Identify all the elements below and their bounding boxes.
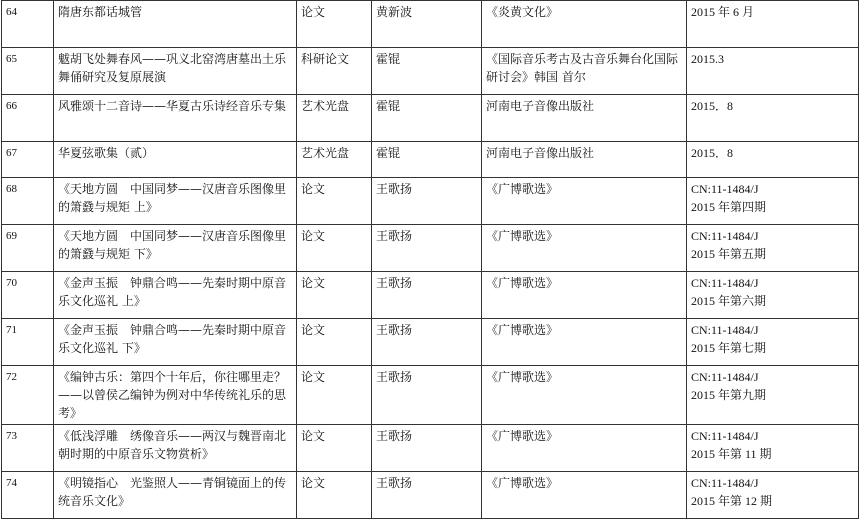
table-row <box>2 225 859 272</box>
table-row <box>2 95 859 142</box>
row-type: 论文 <box>297 319 372 366</box>
date-line: 2015 年第九期 <box>691 388 767 402</box>
row-number: 71 <box>2 319 54 366</box>
row-author: 王歌扬 <box>372 425 482 472</box>
row-date <box>687 425 859 472</box>
row-date <box>687 95 859 142</box>
row-author: 王歌扬 <box>372 225 482 272</box>
row-publication: 《广博歌选》 <box>482 319 687 366</box>
row-author: 黄新波 <box>372 1 482 48</box>
table-row <box>2 425 859 472</box>
date-line: CN:11-1484/J <box>691 323 759 337</box>
row-number: 64 <box>2 1 54 48</box>
row-type: 论文 <box>297 178 372 225</box>
row-publication: 《广博歌选》 <box>482 425 687 472</box>
row-publication: 《广博歌选》 <box>482 225 687 272</box>
row-author: 王歌扬 <box>372 472 482 519</box>
row-title: 《金声玉振 钟鼎合鸣——先秦时期中原音乐文化巡礼 下》 <box>54 319 297 366</box>
date-line: 2015 年第 11 期 <box>691 447 772 461</box>
table-row <box>2 366 859 425</box>
date-line: 2015 年第 12 期 <box>691 494 773 508</box>
row-title: 魃胡飞处舞春风——巩义北窑湾唐墓出土乐舞俑研究及复原展演 <box>54 48 297 95</box>
row-publication: 《国际音乐考古及古音乐舞台化国际研讨会》韩国 首尔 <box>482 48 687 95</box>
row-publication: 《炎黄文化》 <box>482 1 687 48</box>
row-title: 隋唐东都话城管 <box>54 1 297 48</box>
row-title: 《天地方圆 中国同梦——汉唐音乐图像里的箫鼗与规矩 上》 <box>54 178 297 225</box>
date-line: CN:11-1484/J <box>691 276 759 290</box>
row-number: 66 <box>2 95 54 142</box>
row-title: 《编钟古乐：第四个十年后，你往哪里走？——以曾侯乙编钟为例对中华传统礼乐的思考》 <box>54 366 297 425</box>
table-body <box>2 1 859 519</box>
row-publication: 《广博歌选》 <box>482 272 687 319</box>
row-author: 王歌扬 <box>372 319 482 366</box>
row-author: 王歌扬 <box>372 272 482 319</box>
row-date <box>687 1 859 48</box>
table-row <box>2 48 859 95</box>
date-line: 2015 年第七期 <box>691 341 767 355</box>
row-title: 风雅颂十二音诗——华夏古乐诗经音乐专集 <box>54 95 297 142</box>
row-publication: 河南电子音像出版社 <box>482 142 687 178</box>
date-line: 2015 年第四期 <box>691 200 767 214</box>
row-title: 《天地方圆 中国同梦——汉唐音乐图像里的箫鼗与规矩 下》 <box>54 225 297 272</box>
row-number: 73 <box>2 425 54 472</box>
row-date <box>687 319 859 366</box>
date-line: 2015．8 <box>691 146 734 160</box>
row-number: 74 <box>2 472 54 519</box>
table-row <box>2 178 859 225</box>
row-type: 艺术光盘 <box>297 142 372 178</box>
row-number: 67 <box>2 142 54 178</box>
row-title: 华夏弦歌集（贰） <box>54 142 297 178</box>
table-row <box>2 319 859 366</box>
date-line: 2015.3 <box>691 52 724 66</box>
row-type: 论文 <box>297 225 372 272</box>
row-publication: 《广博歌选》 <box>482 178 687 225</box>
publications-table <box>1 0 859 519</box>
row-type: 论文 <box>297 472 372 519</box>
row-type: 论文 <box>297 425 372 472</box>
row-publication: 《广博歌选》 <box>482 472 687 519</box>
date-line: CN:11-1484/J <box>691 476 759 490</box>
row-title: 《明镜指心 光鉴照人——青铜镜面上的传统音乐文化》 <box>54 472 297 519</box>
date-line: CN:11-1484/J <box>691 229 759 243</box>
row-type: 论文 <box>297 366 372 425</box>
row-date <box>687 366 859 425</box>
row-date <box>687 272 859 319</box>
row-type: 艺术光盘 <box>297 95 372 142</box>
date-line: 2015 年 6 月 <box>691 5 755 19</box>
row-author: 王歌扬 <box>372 366 482 425</box>
row-number: 70 <box>2 272 54 319</box>
date-line: 2015 年第六期 <box>691 294 767 308</box>
row-publication: 《广博歌选》 <box>482 366 687 425</box>
row-title: 《低浅浮雕 绣像音乐——两汉与魏晋南北朝时期的中原音乐文物赏析》 <box>54 425 297 472</box>
row-title: 《金声玉振 钟鼎合鸣——先秦时期中原音乐文化巡礼 上》 <box>54 272 297 319</box>
row-type: 论文 <box>297 1 372 48</box>
row-author: 霍锟 <box>372 142 482 178</box>
row-type: 科研论文 <box>297 48 372 95</box>
table-row <box>2 472 859 519</box>
date-line: CN:11-1484/J <box>691 370 759 384</box>
row-number: 65 <box>2 48 54 95</box>
date-line: 2015．8 <box>691 99 734 113</box>
table-row <box>2 1 859 48</box>
row-date <box>687 48 859 95</box>
date-line: CN:11-1484/J <box>691 429 759 443</box>
row-number: 69 <box>2 225 54 272</box>
row-date <box>687 225 859 272</box>
row-number: 68 <box>2 178 54 225</box>
row-date <box>687 472 859 519</box>
row-type: 论文 <box>297 272 372 319</box>
row-date <box>687 178 859 225</box>
table-row <box>2 142 859 178</box>
row-date <box>687 142 859 178</box>
date-line: CN:11-1484/J <box>691 182 759 196</box>
row-number: 72 <box>2 366 54 425</box>
row-author: 霍锟 <box>372 95 482 142</box>
row-publication: 河南电子音像出版社 <box>482 95 687 142</box>
table-row <box>2 272 859 319</box>
row-author: 霍锟 <box>372 48 482 95</box>
date-line: 2015 年第五期 <box>691 247 767 261</box>
row-author: 王歌扬 <box>372 178 482 225</box>
